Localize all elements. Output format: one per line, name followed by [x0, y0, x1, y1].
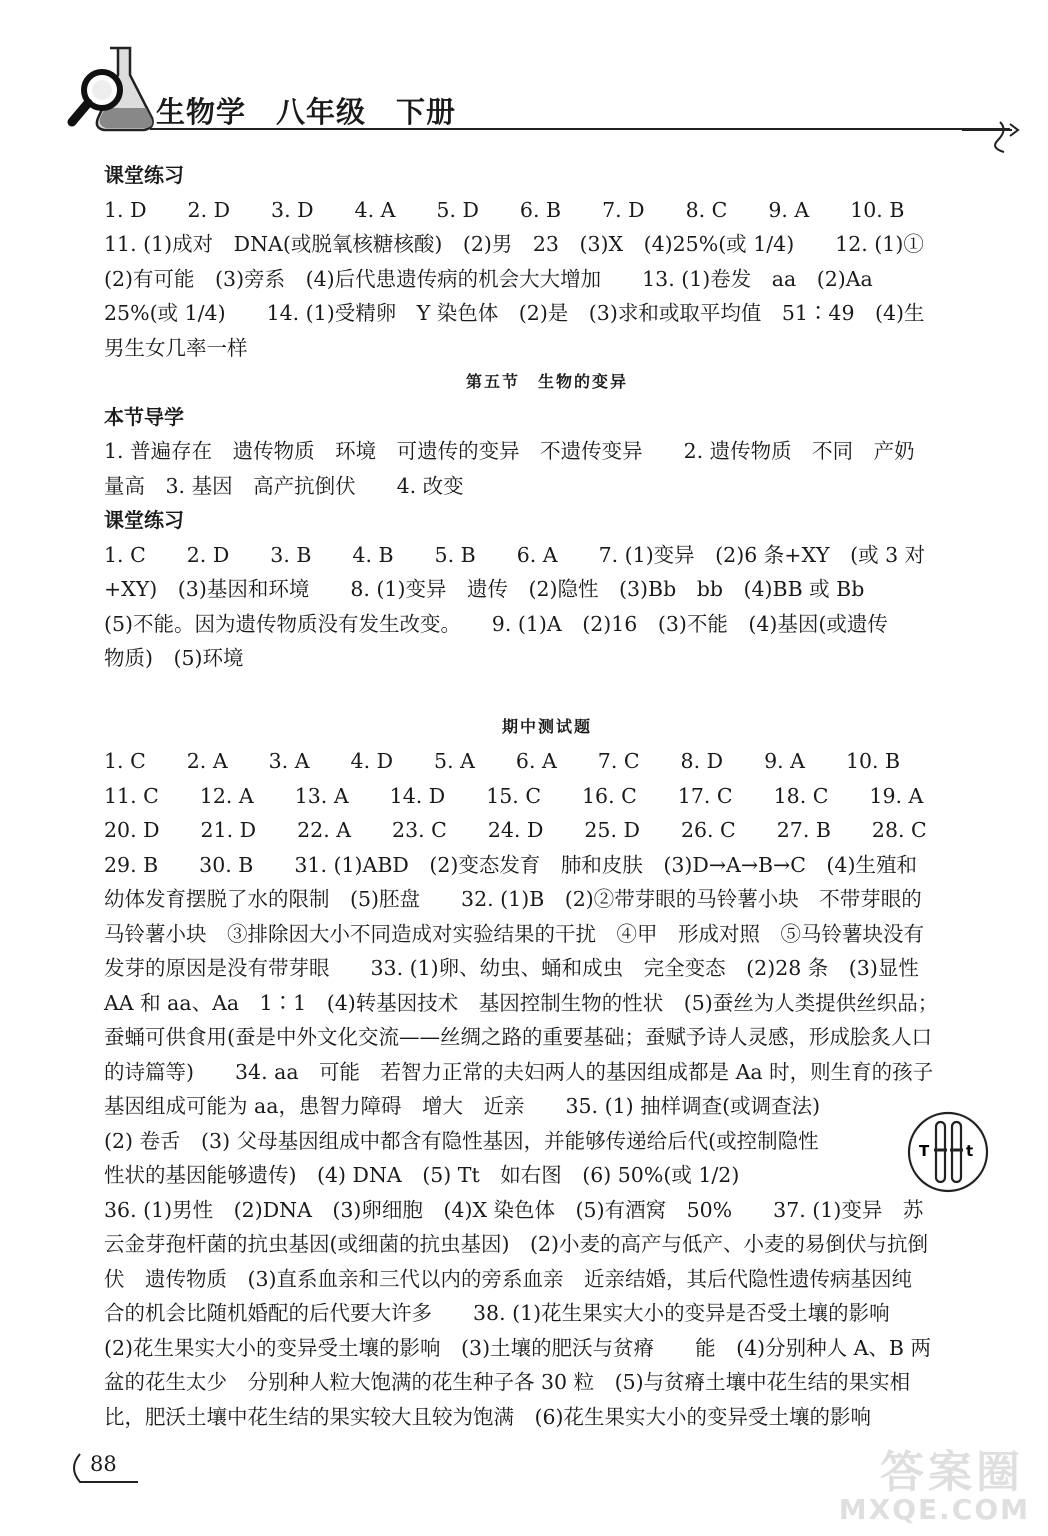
- section-heading: 课堂练习: [104, 508, 184, 532]
- section-title: 第五节 生物的变异: [465, 372, 628, 391]
- answer-line: 伏 遗传物质 (3)直系血亲和三代以内的旁系血亲 近亲结婚，其后代隐性遗传病基因纯: [104, 1266, 913, 1291]
- answer-line: 蚕蛹可供食用(蚕是中外文化交流——丝绸之路的重要基础；蚕赋予诗人灵感，形成脍炙人口: [104, 1025, 932, 1049]
- answer-line: 11. (1)成对 DNA(或脱氧核糖核酸) (2)男 23 (3)X (4)25%(或 1/4) 12. (1)①: [104, 232, 924, 256]
- watermark: [830, 1436, 1030, 1526]
- answer-line: 性状的基因能够遗传) (4) DNA (5) Tt 如右图 (6) 50%(或 1/2): [104, 1163, 740, 1187]
- answer-line: 基因组成可能为 aa，患智力障碍 增大 近亲 35. (1) 抽样调查(或调查法): [104, 1094, 821, 1118]
- chromosome-pair-figure: [906, 1110, 990, 1194]
- answer-line: 1. C 2. A 3. A 4. D 5. A 6. A 7. C 8. D 9. A 10. B: [104, 749, 901, 773]
- answer-line: 1. D 2. D 3. D 4. A 5. D 6. B 7. D 8. C 9. A 10. B: [104, 197, 905, 222]
- allele-label-dominant: T: [919, 1142, 930, 1160]
- answer-line: 1. C 2. D 3. B 4. B 5. B 6. A 7. (1)变异 (2)6 条+XY (或 3 对: [104, 542, 926, 567]
- section-heading: 本节导学: [104, 404, 184, 429]
- watermark-url: MXQE.COM: [838, 1493, 1030, 1526]
- page-header: [60, 40, 1020, 150]
- page-number: 88: [90, 1452, 117, 1476]
- spacer: [104, 676, 990, 710]
- answer-line: (5)不能。因为遗传物质没有发生改变。 9. (1)A (2)16 (3)不能 (4)基因(或遗传: [104, 611, 888, 636]
- answer-line: AA 和 aa、Aa 1∶1 (4)转基因技术 基因控制生物的性状 (5)蚕丝为人类提供丝织品；: [104, 990, 939, 1015]
- answer-line: (2)有可能 (3)旁系 (4)后代患遗传病的机会大大增加 13. (1)卷发 aa (2)Aa: [104, 266, 873, 291]
- answer-line: 1. 普遍存在 遗传物质 环境 可遗传的变异 不遗传变异 2. 遗传物质 不同 产奶: [104, 439, 915, 463]
- allele-label-recessive: t: [966, 1142, 974, 1160]
- answer-line: +XY) (3)基因和环境 8. (1)变异 遗传 (2)隐性 (3)Bb bb (4)BB 或 Bb: [104, 577, 865, 601]
- answer-line: 36. (1)男性 (2)DNA (3)卵细胞 (4)X 染色体 (5)有酒窝 50% 37. (1)变异 苏: [104, 1197, 924, 1222]
- answer-line: 比，肥沃土壤中花生结的果实较大且较为饱满 (6)花生果实大小的变异受土壤的影响: [104, 1404, 872, 1429]
- page-number-tab: [66, 1448, 146, 1488]
- watermark-logo-text: 答案圈: [880, 1447, 1024, 1498]
- answer-line: 11. C 12. A 13. A 14. D 15. C 16. C 17. C 18. C 19. A: [104, 783, 924, 808]
- flourish-ornament-icon: [960, 118, 1020, 158]
- answer-line: 盆的花生太少 分别种人粒大饱满的花生种子各 30 粒 (5)与贫瘠土壤中花生结的果实相: [104, 1370, 911, 1394]
- answer-line: 发芽的原因是没有带芽眼 33. (1)卵、幼虫、蛹和成虫 完全变态 (2)28 条 (3)显性: [104, 956, 919, 980]
- answer-line: (2)花生果实大小的变异受土壤的影响 (3)土壤的肥沃与贫瘠 能 (4)分别种人 A、B 两: [104, 1335, 932, 1360]
- answer-content: [104, 158, 990, 1434]
- answer-line: 马铃薯小块 ③排除因大小不同造成对实验结果的干扰 ④甲 形成对照 ⑤马铃薯块没有: [104, 921, 924, 946]
- header-rule: [150, 128, 1010, 130]
- answer-line: (2) 卷舌 (3) 父母基因组成中都含有隐性基因，并能够传递给后代(或控制隐性: [104, 1128, 819, 1153]
- answer-line: 29. B 30. B 31. (1)ABD (2)变态发育 肺和皮肤 (3)D→A→B→C (4)生殖和: [104, 852, 917, 877]
- answer-line: 20. D 21. D 22. A 23. C 24. D 25. D 26. C 27. B 28. C: [104, 818, 927, 842]
- answer-line: 云金芽孢杆菌的抗虫基因(或细菌的抗虫基因) (2)小麦的高产与低产、小麦的易倒伏与抗倒: [104, 1232, 929, 1256]
- section-title: 期中测试题: [501, 716, 592, 736]
- answer-line: 男生女几率一样: [104, 335, 248, 360]
- answer-line: 25%(或 1/4) 14. (1)受精卵 Y 染色体 (2)是 (3)求和或取平均值 51∶49 (4)生: [104, 301, 925, 325]
- answer-line: 量高 3. 基因 高产抗倒伏 4. 改变: [104, 473, 464, 498]
- book-title: 生物学 八年级 下册: [156, 95, 457, 129]
- answer-line: 的诗篇等) 34. aa 可能 若智力正常的夫妇两人的基因组成都是 Aa 时，则生育的孩子: [104, 1059, 934, 1084]
- magnifier-flask-icon: [60, 40, 160, 140]
- answer-line: 合的机会比随机婚配的后代要大许多 38. (1)花生果实大小的变异是否受土壤的影响: [104, 1301, 890, 1325]
- answer-line: 幼体发育摆脱了水的限制 (5)胚盘 32. (1)B (2)②带芽眼的马铃薯小块 不带芽眼的: [104, 887, 922, 911]
- answer-line: 物质) (5)环境: [104, 646, 244, 670]
- section-heading: 课堂练习: [104, 163, 184, 187]
